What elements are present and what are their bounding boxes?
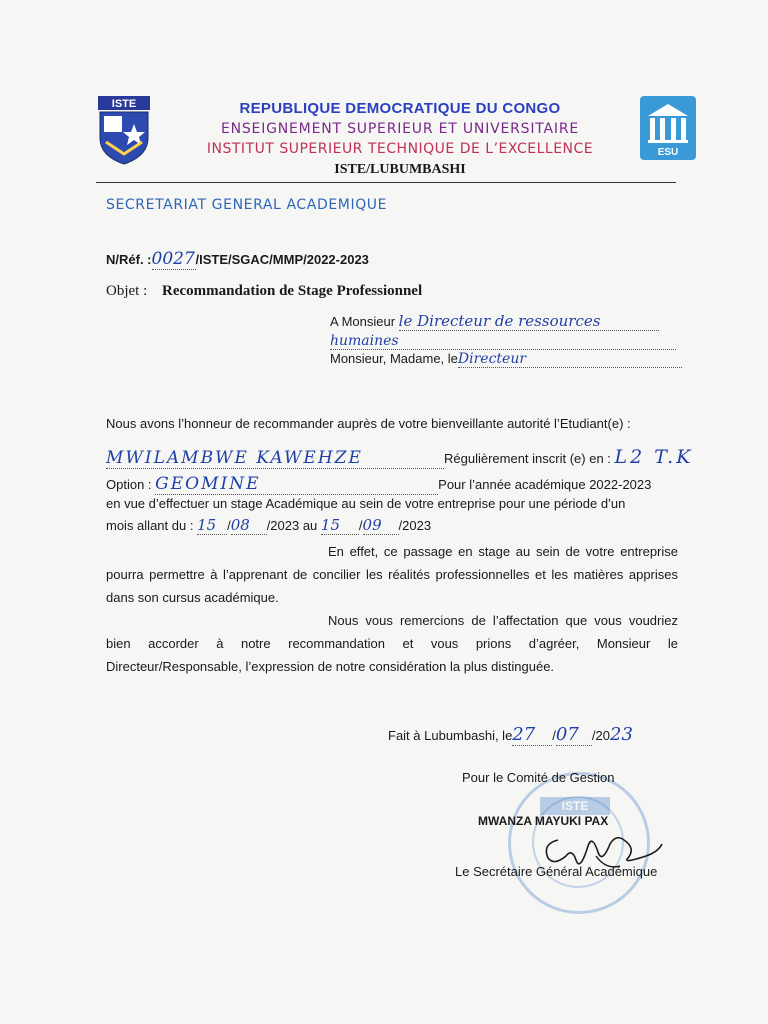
student-name-hand: MWILAMBWE KAWEHZE — [106, 448, 444, 469]
objet-value: Recommandation de Stage Professionnel — [162, 283, 423, 299]
date-to-year: /2023 — [398, 518, 432, 533]
comite-label: Pour le Comité de Gestion — [462, 770, 615, 785]
ministry-heading: ENSEIGNEMENT SUPERIEUR ET UNIVERSITAIRE — [220, 121, 580, 137]
period-label: mois allant du : — [106, 518, 194, 533]
recipient-line-1 — [330, 312, 659, 331]
country-heading: REPUBLIQUE DEMOCRATIQUE DU CONGO — [239, 100, 561, 117]
intro-text: Nous avons l’honneur de recommander auprès de votre bienveillante autorité l’Etudiant(e) : — [106, 416, 631, 431]
paragraph-effet: En effet, ce passage en stage au sein de votre entreprise pourra permettre à l’apprenant de concilier les réalités professionnelles et les matières apprises dans son cursus académique. — [106, 544, 678, 605]
inscrit-label: Régulièrement inscrit (e) en : — [444, 451, 611, 466]
iste-logo-text: ISTE — [111, 98, 137, 110]
closing-month: 07 — [556, 724, 592, 746]
place-date-line: Fait à Lubumbashi, le27 /07 /2023 — [388, 724, 633, 745]
period-line: mois allant du : 15 /08 /2023 au 15 /09 /2023 — [106, 516, 432, 534]
signatory-title: Le Secrétaire Général Académique — [455, 864, 658, 879]
option-line — [106, 474, 686, 495]
option-label: Option : — [106, 477, 152, 492]
institute-short-name: ISTE/LUBUMBASHI — [334, 162, 466, 177]
date-to-day: 15 — [321, 516, 359, 535]
date-to-month: 09 — [363, 516, 399, 535]
closing-year-hand: 23 — [610, 724, 633, 745]
reference-line — [106, 249, 369, 270]
option-hand: GEOMINE — [155, 474, 438, 495]
salutation-hand: Directeur — [458, 351, 682, 368]
place-label: Fait à Lubumbashi, le — [388, 728, 513, 743]
recipient-title-hand: le Directeur de ressources — [399, 312, 659, 331]
header-divider — [96, 182, 676, 183]
reference-prefix: N/Réf. : — [106, 252, 152, 267]
recipient-line-3 — [330, 351, 682, 368]
reference-suffix: /ISTE/SGAC/MMP/2022-2023 — [195, 252, 369, 267]
recipient-line-2 — [330, 333, 676, 350]
paragraph-remerciements: Nous vous remercions de l’affectation que vous voudriez bien accorder à notre recommandation et vous prions d’agréer, Monsieur le Directeur/Responsable, l’expression de notre considération la plus distinguée. — [106, 613, 678, 674]
stage-line: en vue d’effectuer un stage Académique au sein de votre entreprise pour une période d’un — [106, 496, 626, 511]
closing-year-prefix: 20 — [595, 728, 611, 743]
date-from-month: 08 — [231, 516, 267, 535]
iste-logo — [96, 96, 152, 166]
secretariat-heading: SECRETARIAT GENERAL ACADEMIQUE — [106, 197, 388, 213]
stamp-label: ISTE — [540, 797, 610, 815]
date-from-day: 15 — [197, 516, 227, 535]
closing-day: 27 — [512, 724, 552, 746]
annee-text: Pour l’année académique 2022-2023 — [438, 477, 652, 492]
esu-logo — [640, 96, 696, 160]
reference-number: 0027 — [151, 249, 195, 269]
institute-heading: INSTITUT SUPERIEUR TECHNIQUE DE L’EXCELLENCE — [206, 141, 594, 157]
objet-label: Objet : — [106, 283, 148, 299]
signatory-name: MWANZA MAYUKI PAX — [478, 814, 609, 828]
student-line — [106, 446, 694, 469]
recipient-title-hand-2: humaines — [330, 333, 676, 350]
recipient-label: A Monsieur — [330, 314, 396, 329]
inscrit-hand: L2 T.K — [614, 446, 694, 468]
esu-logo-text: ESU — [657, 147, 679, 158]
salutation-label: Monsieur, Madame, le — [330, 351, 458, 366]
date-from-year: /2023 au — [266, 518, 318, 533]
